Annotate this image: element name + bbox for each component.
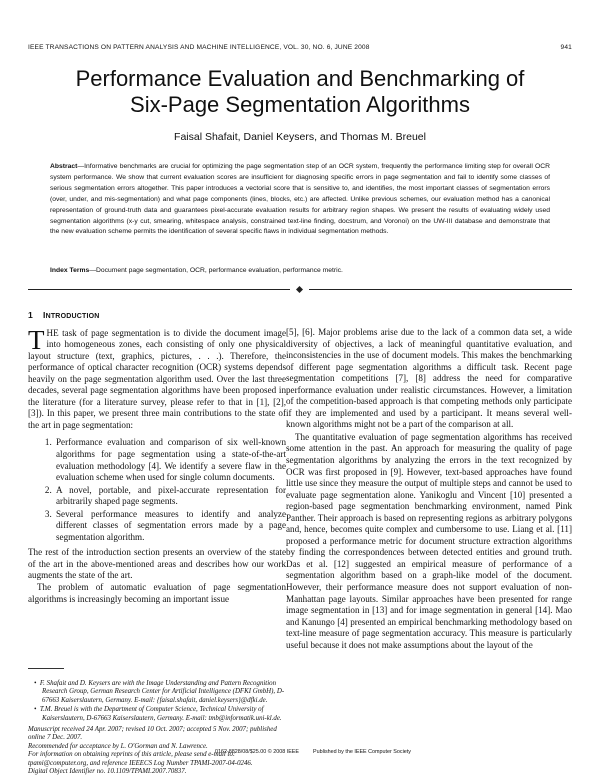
reprint-info: For information on obtaining reprints of this article, please send e-mail to: tpami@computer.org, and reference IEEECS Log Number TPAMI-2007-04-0246. <box>28 751 253 767</box>
footnote-affiliation-2-text: T.M. Breuel is with the Department of Computer Science, Technical University of Kaiserslautern, D-67663 Kaiserslautern, Germany. E-mail: tmb@informatik.uni-kl.de. <box>39 706 282 722</box>
section-divider <box>28 286 572 294</box>
page-number: 941 <box>560 44 572 51</box>
title-line-1: Performance Evaluation and Benchmarking of <box>75 66 525 91</box>
paper-title <box>0 66 600 118</box>
authors: Faisal Shafait, Daniel Keysers, and Thomas M. Breuel <box>174 131 426 143</box>
footnote-affiliation-2: • T.M. Breuel is with the Department of Computer Science, Technical University of Kaiserslautern, D-67663 Kaiserslautern, Germany. E-mail: tmb@informatik.uni-kl.de. <box>34 706 282 722</box>
publisher-line: Published by the IEEE Computer Society <box>313 749 411 755</box>
footnote-rule <box>28 668 64 669</box>
title-line-2: Six-Page Segmentation Algorithms <box>130 92 470 117</box>
issn-line: 0162-8828/08/$25.00 © 2008 IEEE <box>215 749 299 755</box>
dropcap: T <box>28 324 45 355</box>
right-paragraph-2: The quantitative evaluation of page segmentation algorithms has received some attention in the past. An approach for measuring the quality of page segmentation algorithms by analyzing the errors in the text recognized by OCR was first proposed in [9]. However, text-based approaches have found little use since they measure the output of multiple steps and cannot be used to evaluate page segmentation alone. Yanikoglu and Vincent [10] presented a region-based page segmentation benchmarking environment, named Pink Panther. Their approach is based on representing regions as arbitrary polygons and, hence, becomes quite complex and cumbersome to use. Liang et al. [11] proposed a performance metric for document structure extraction algorithms by finding the correspondences between detected entities and ground truth. Das et al. [12] suggested an empirical measure of performance of a segmentation algorithm based on a graph-like model of the document. However, their performance measure does not support evaluation of non-Manhattan page layouts. Similar approaches have been presented for range image segmentation in [13] and for image segmentation in general [14]. Mao and Kanungo [4] presented an empirical benchmarking methodology based on text-line measure of page segmentation accuracy. This measure is particularly useful because it does not make assumptions about the layout of the <box>286 431 572 650</box>
section-number: 1 <box>28 310 33 320</box>
doi: Digital Object Identifier no. 10.1109/TPAMI.2007.70837. <box>28 768 187 776</box>
right-column <box>286 327 572 651</box>
section-heading <box>28 310 286 323</box>
footnotes <box>28 680 286 776</box>
abstract <box>50 162 550 238</box>
abstract-label: Abstract <box>50 163 78 170</box>
intro-paragraph-1-text: HE task of page segmentation is to divide the document image into homogeneous zones, each consisting of only one physical layout structure (text, graphics, pictures, . . .). Therefore, the performance of optical character recognition (OCR) systems depends heavily on the page segmentation algorithm used. Over the last three decades, several page segmentation algorithms have been proposed in the literature (for a literature survey, please refer to that in [1], [2], [3]). In this paper, we present three main contributions to the state of the art in page segmentation: <box>28 327 286 430</box>
list-item: 1. Performance evaluation and comparison of six well-known algorithms for page segmentation using a state-of-the-art evaluation methodology [4]. We identify a severe flaw in the evaluation scheme when used for single column documents. <box>54 437 286 483</box>
manuscript-dates: Manuscript received 24 Apr. 2007; revised 10 Oct. 2007; accepted 5 Nov. 2007; published online 7 Dec. 2007. <box>28 726 277 742</box>
divider-line-right <box>309 289 572 290</box>
right-paragraph-1: [5], [6]. Major problems arise due to the lack of a common data set, a wide diversity of objectives, a lack of meaningful quantitative evaluation, and inconsistencies in the use of document models. This makes the benchmarking of different page segmentation algorithms a difficult task. Recent page segmentation competitions [7], [8] address the need for comparative performance evaluation under realistic circumstances. However, a limitation of the competition-based approach is that competing methods only participate if they are implemented and used by a participant. It means several well-known algorithms might not be a part of the comparison at all. <box>286 327 572 430</box>
list-item: 3. Several performance measures to identify and analyze different classes of segmentation errors made by a page segmentation algorithm. <box>54 509 286 544</box>
contributions-list <box>28 437 286 543</box>
journal-info: IEEE TRANSACTIONS ON PATTERN ANALYSIS AND MACHINE INTELLIGENCE, VOL. 30, NO. 6, JUNE 2008 <box>28 44 370 51</box>
abstract-text: —Informative benchmarks are crucial for optimizing the page segmentation step of an OCR system, frequently the performance limiting step for overall OCR system performance. We show that current evaluation scores are insufficient for diagnosing specific errors in page segmentation and fail to identify some classes of serious segmentation errors altogether. This paper introduces a vectorial score that is sensitive to, and identifies, the most important classes of segmentation errors (over, under, and mis-segmentation) and what page components (lines, blocks, etc.) are affected. Unlike previous schemes, our evaluation method has a canonical representation of ground-truth data and guarantees pixel-accurate evaluation results for arbitrary region shapes. We present the results of evaluating widely used segmentation algorithms (x-y cut, smearing, whitespace analysis, constrained text-line finding, docstrum, and Voronoi) on the UW-III database and demonstrate that the new evaluation scheme permits the identification of several specific flaws in individual segmentation methods. <box>50 163 550 236</box>
intro-paragraph-1 <box>28 324 286 432</box>
divider-line-left <box>28 289 290 290</box>
index-terms-text: —Document page segmentation, OCR, performance evaluation, performance metric. <box>89 267 343 274</box>
running-header <box>28 44 572 56</box>
index-terms-label: Index Terms <box>50 267 90 274</box>
index-terms <box>50 267 550 274</box>
section-title-rest: NTRODUCTION <box>45 313 100 320</box>
recommended-by: Recommended for acceptance by L. O'Gorman and N. Lawrence. <box>28 742 208 750</box>
footnote-affiliation-1: • F. Shafait and D. Keysers are with the Image Understanding and Pattern Recognition Research Group, German Research Center for Artificial Intelligence (DFKI GmbH), D-67663 Kaiserslautern, Germany. E-mail: {faisal.shafait, daniel.keysers}@dfki.de. <box>34 680 285 704</box>
left-column <box>28 310 286 605</box>
section-title-initial: I <box>42 310 46 320</box>
list-item: 2. A novel, portable, and pixel-accurate representation for arbitrarily shaped page segments. <box>54 485 286 508</box>
footnote-affiliation-1-text: F. Shafait and D. Keysers are with the Image Understanding and Pattern Recognition Research Group, German Research Center for Artificial Intelligence (DFKI GmbH), D-67663 Kaiserslautern, Germany. E-mail: {faisal.shafait, daniel.keysers}@dfki.de. <box>39 680 285 704</box>
diamond-icon <box>296 286 303 293</box>
intro-paragraph-2: The rest of the introduction section presents an overview of the state of the art in the above-mentioned areas and describes how our work augments the state of the art. <box>28 547 286 581</box>
intro-paragraph-3: The problem of automatic evaluation of page segmentation algorithms is increasingly becoming an important issue <box>28 582 286 604</box>
